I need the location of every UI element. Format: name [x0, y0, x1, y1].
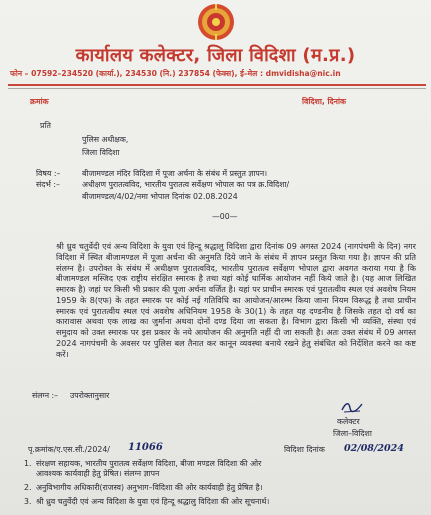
emblem-icon [196, 2, 236, 42]
body-paragraph: श्री ध्रुव चतुर्वेदी एवं अन्य विदिशा के युवा एवं हिन्दू श्रद्धालु विदिशा द्वारा दिनांक 09 अगस्त 2024 (नागपंचमी के दिन) नगर विदिशा में स्थित बीजामण्डल में पूजा अर्चना की अनुमति दिये जाने के संबंध में ज्ञापन प्रस्तुत किया गया है। ज्ञापन की प्रति संलग्न है। उपरोक्त के संबंध में अधीक्षण पुरातत्वविद, भारतीय पुरातत्व सर्वेक्षण भोपाल द्वारा अवगत कराया गया है कि बीजामण्डल मस्जिद एक राष्ट्रीय संरक्षित स्मारक है तथा यहां कोई धार्मिक आयोजन नहीं किये जाते है। (यह आज लिखित स्मारक है) जहां पर किसी भी प्रकार की पूजा अर्चना वर्जित है। यहां पर प्राचीन स्मारक एवं पुरातत्वीय स्थल एवं अवशेष नियम 1959 के 8(एफ) के तहत स्मारक पर कोई नई गतिविधि का आयोजन/आरम्भ किया जाना नियम विरूद्ध है तथा प्राचीन स्मारक एवं पुरातत्वीय स्थल एवं अवशेष अधिनियम 1958 के 30(1) के तहत यह दण्डनीय है जिसके तहत दो वर्ष का कारावास अथवा एक लाख का जुर्माना अथवा दोनों दण्ड दिया जा सकता है। विभाग द्वारा किसी भी व्यक्ति, संस्था एवं समुदाय को उक्त स्मारक पर इस प्रकार के नये आयोजन की अनुमति नहीं दी जा सकती है। अतः उक्त संबंध में 09 अगस्त 2024 नागपंचमी के अवसर पर पुलिस बल तैनात कर कानून व्यवस्था बनाये रखने हेतु संबंधित को निर्देशित करने का कष्ट करें। [56, 241, 416, 359]
endorsement-ref: पृ.क्रमांक/ए.एस.सी./2024/ [28, 445, 110, 454]
enclosure-label: संलग्न :– [32, 391, 59, 400]
kramank-label: क्रमांक [30, 97, 49, 106]
signature-mark [340, 400, 364, 414]
copy-text: संरक्षण सहायक, भारतीय पुरातत्व सर्वेक्षण विदिशा, बीजा मण्डल विदिशा की ओर [36, 459, 262, 468]
enclosure-text: उपरोक्तानुसार [70, 391, 110, 400]
contact-line: फोन – 07592–234520 (कार्या.), 234530 (नि.) 237854 (फेक्स), ई–मेल : dmvidisha@nic.in [10, 69, 341, 78]
copy-number: 1. [24, 459, 32, 468]
copy-item [36, 483, 426, 493]
signatory-district: जिला–विदिशा [333, 429, 372, 438]
reference-line1: अधीक्षण पुरातत्वविद, भारतीय पुरातत्व सर्वेक्षण भोपाल का पत्र क्र.विदिशा/ [82, 180, 290, 189]
endorsement-place-date: विदिशा दिनांक [284, 445, 325, 454]
place-date-label: विदिशा, दिनांक [302, 97, 347, 106]
copy-text-continued: आवश्यक कार्यवाही हेतु प्रेषित। संलग्न ज्ञापन [36, 469, 160, 478]
reference-label: संदर्भ :– [36, 180, 60, 189]
copy-text: अनुविभागीय अधिकारी(राजस्व) अनुभाग–विदिशा की ओर कार्यवाही हेतु प्रेषित है। [36, 483, 263, 492]
reference-line2: बीजामण्डल/4/02/नमा भोपाल दिनांक 02.08.2024 [82, 192, 238, 201]
header-rule-thin [8, 88, 426, 89]
recipient-line1: पुलिस अधीक्षक, [82, 135, 129, 144]
copy-number: 2. [24, 483, 32, 492]
copy-item [36, 459, 426, 479]
prati-label: प्रति [40, 121, 51, 130]
office-title: कार्यालय कलेक्टर, जिला विदिशा (म.प्र.) [75, 45, 356, 66]
copy-item [36, 497, 426, 507]
endorsement-date: 02/08/2024 [344, 443, 404, 454]
copy-text: श्री ध्रुव चतुर्वेदी एवं अन्य विदिशा के युवा एवं हिन्दू श्रद्धालु विदिशा की ओर सूचनार्थ। [36, 497, 270, 506]
subject-text: बीजामण्डल मंदिर विदिशा में पूजा अर्चना के संबंध में प्रस्तुत ज्ञापन। [82, 169, 268, 178]
recipient-line2: जिला विदिशा [82, 148, 120, 157]
header-rule [8, 84, 426, 86]
separator: —00— [212, 212, 238, 221]
endorsement-number: 11066 [128, 442, 163, 453]
copy-number: 3. [24, 497, 32, 506]
subject-label: विषय :– [36, 169, 61, 178]
signatory-designation: कलेक्टर [337, 417, 360, 426]
